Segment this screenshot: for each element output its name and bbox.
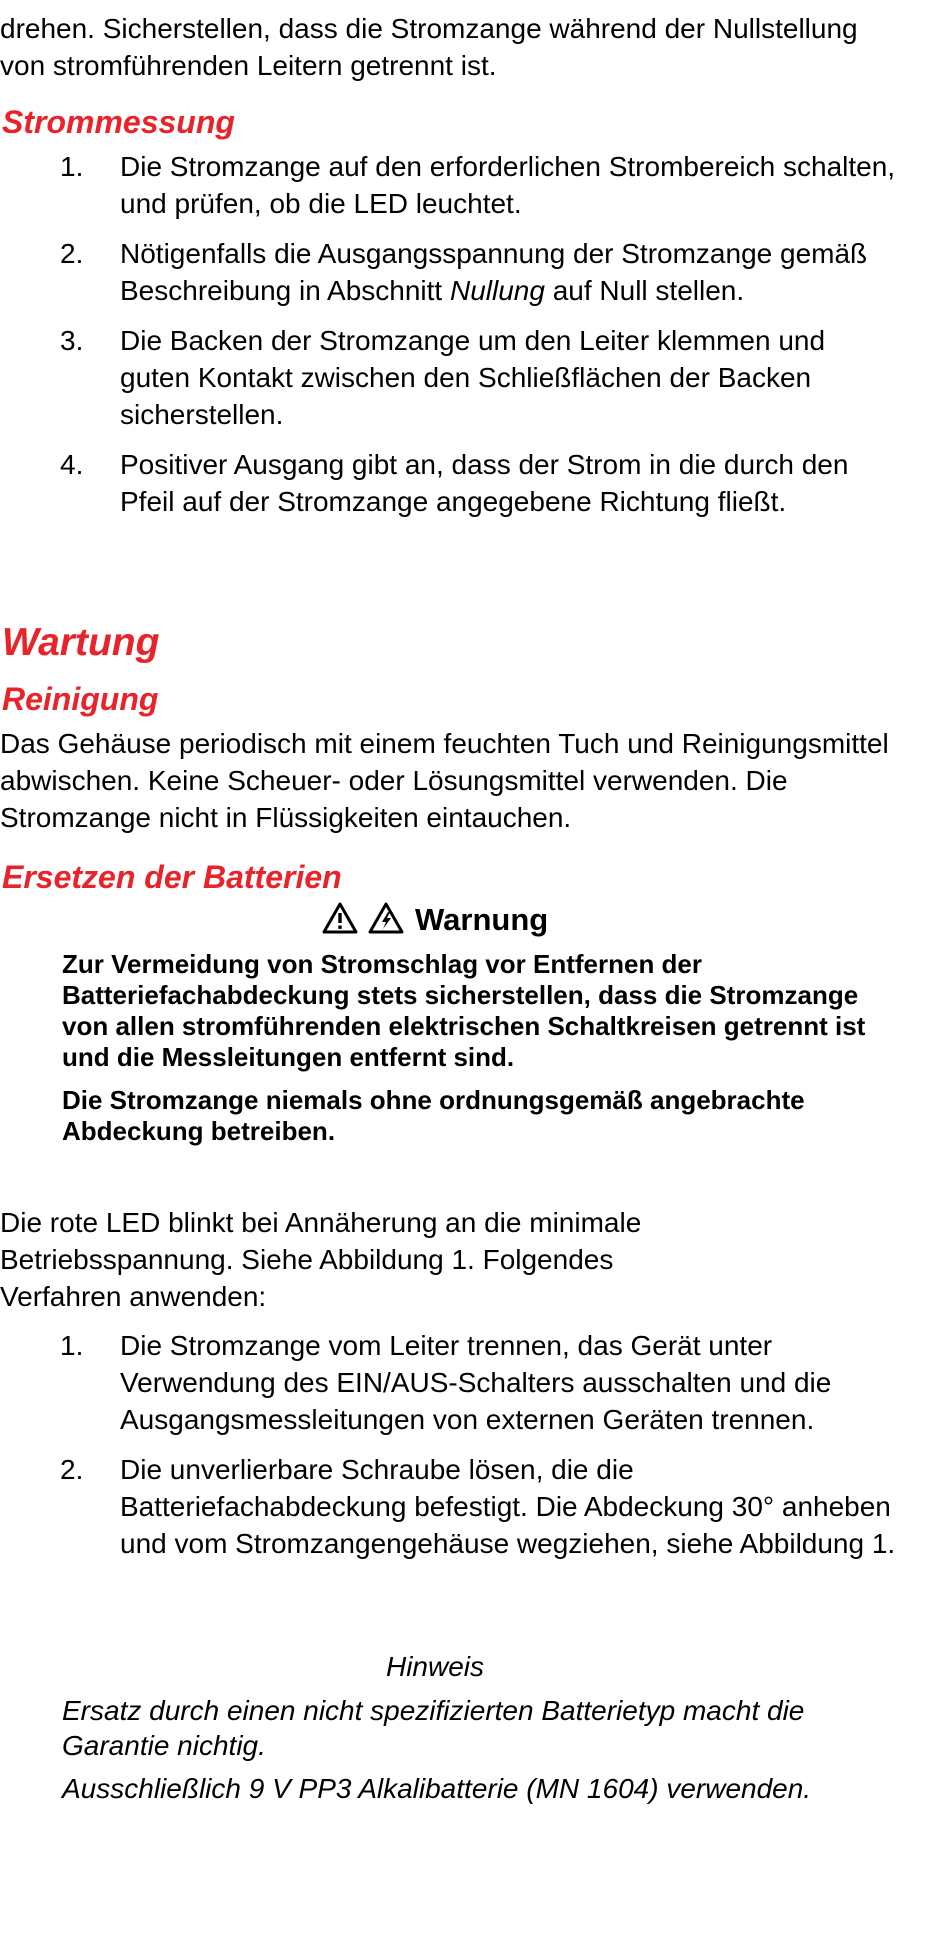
list-item bbox=[0, 235, 900, 309]
step-number: 2. bbox=[60, 1454, 84, 1485]
section-heading-strommessung: Strommessung bbox=[2, 104, 235, 140]
warning-triangle-icon bbox=[322, 902, 358, 934]
note-heading: Hinweis bbox=[385, 1651, 485, 1682]
warning-paragraph: Zur Vermeidung von Stromschlag vor Entfernen der Batteriefachabdeckung stets sicherstellen, dass die Stromzange von allen stromführenden elektrischen Schaltkreisen getrennt ist und die Messleitungen entfernt sind. bbox=[62, 949, 866, 1072]
step-text: Die Stromzange auf den erforderlichen Strombereich schalten, und prüfen, ob die LED leuchtet. bbox=[120, 151, 896, 219]
electric-shock-warning-icon bbox=[368, 902, 404, 934]
section-reference: Nullung bbox=[449, 275, 545, 306]
note-body bbox=[62, 1693, 882, 1814]
list-item bbox=[0, 446, 900, 520]
step-number: 1. bbox=[60, 151, 84, 182]
warning-title: Warnung bbox=[415, 902, 549, 937]
list-item bbox=[0, 148, 900, 222]
section-heading-wartung: Wartung bbox=[2, 621, 160, 664]
note-paragraph: Ersatz durch einen nicht spezifizierten Batterietyp macht die Garantie nichtig. bbox=[62, 1695, 805, 1761]
step-number: 4. bbox=[60, 449, 84, 480]
warning-paragraph: Die Stromzange niemals ohne ordnungsgemäß angebrachte Abdeckung betreiben. bbox=[62, 1085, 805, 1146]
section-heading-batterien: Ersetzen der Batterien bbox=[2, 859, 342, 895]
step-number: 2. bbox=[60, 238, 84, 269]
list-item bbox=[0, 1327, 900, 1438]
batterien-steps bbox=[0, 1327, 900, 1575]
step-text: Die Stromzange vom Leiter trennen, das Gerät unter Verwendung des EIN/AUS-Schalters ausschalten und die Ausgangsmessleitungen von externen Geräten trennen. bbox=[120, 1330, 832, 1435]
step-text-part: auf Null stellen. bbox=[544, 275, 745, 306]
intro-paragraph: drehen. Sicherstellen, dass die Stromzange während der Nullstellung von stromführenden Leitern getrennt ist. bbox=[0, 13, 858, 81]
list-item bbox=[0, 322, 900, 433]
step-text-part: Nötigenfalls die Ausgangsspannung der Stromzange gemäß Beschreibung in Abschnitt bbox=[120, 238, 868, 306]
strommessung-steps bbox=[0, 148, 900, 533]
section-heading-reinigung: Reinigung bbox=[2, 681, 159, 717]
step-text: Positiver Ausgang gibt an, dass der Strom in die durch den Pfeil auf der Stromzange angegebene Richtung fließt. bbox=[120, 449, 849, 517]
step-number: 1. bbox=[60, 1330, 84, 1361]
step-text bbox=[120, 238, 867, 306]
warning-heading bbox=[0, 900, 870, 940]
batterien-paragraph: Die rote LED blinkt bei Annäherung an die minimale Betriebsspannung. Siehe Abbildung 1. Folgendes Verfahren anwenden: bbox=[0, 1207, 642, 1312]
step-text: Die unverlierbare Schraube lösen, die die Batteriefachabdeckung befestigt. Die Abdeckung 30° anheben und vom Stromzangengehäuse wegziehen, siehe Abbildung 1. bbox=[120, 1454, 896, 1559]
note-paragraph: Ausschließlich 9 V PP3 Alkalibatterie (MN 1604) verwenden. bbox=[62, 1773, 812, 1804]
list-item bbox=[0, 1451, 900, 1562]
step-text: Die Backen der Stromzange um den Leiter klemmen und guten Kontakt zwischen den Schließflächen der Backen sicherstellen. bbox=[120, 325, 826, 430]
warning-body bbox=[62, 949, 882, 1159]
reinigung-paragraph: Das Gehäuse periodisch mit einem feuchten Tuch und Reinigungsmittel abwischen. Keine Scheuer- oder Lösungsmittel verwenden. Die Stromzange nicht in Flüssigkeiten eintauchen. bbox=[0, 728, 889, 833]
step-number: 3. bbox=[60, 325, 84, 356]
